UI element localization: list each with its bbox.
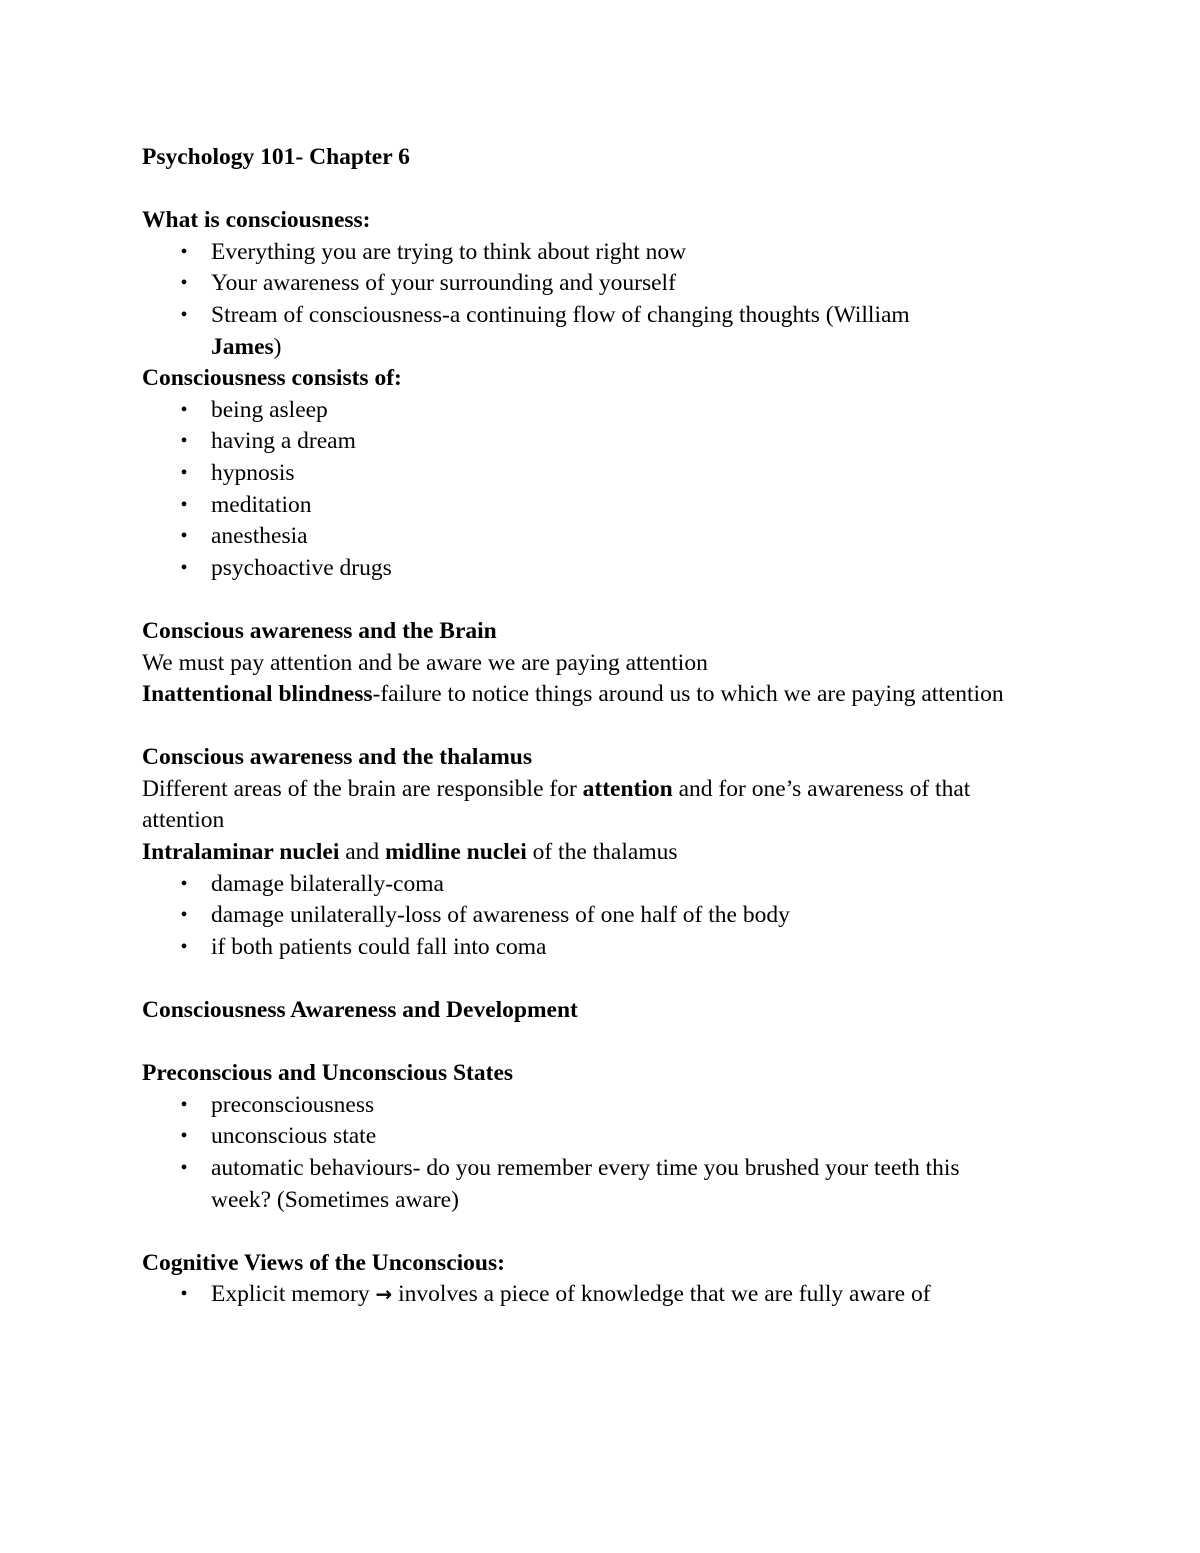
thalamus-text: Different areas of the brain are responsible for attention and for one’s awareness of that attention <box>142 775 971 834</box>
list-item: • Explicit memory → involves a piece of knowledge that we are fully aware of <box>142 1279 1016 1311</box>
blank-line <box>142 174 1052 206</box>
consists-list <box>142 395 1052 585</box>
brain-text: We must pay attention and be aware we are paying attention <box>142 649 708 676</box>
bullet-icon <box>177 932 191 964</box>
list-item: • having a dream <box>142 426 1052 458</box>
bullet-icon <box>177 1090 191 1122</box>
document-body <box>142 142 1052 1311</box>
section-heading-thalamus: Conscious awareness and the thalamus <box>142 744 532 771</box>
bullet-icon <box>177 869 191 901</box>
list-item: • if both patients could fall into coma <box>142 932 1052 964</box>
bullet-icon <box>177 900 191 932</box>
list-item: • damage bilaterally-coma <box>142 869 1052 901</box>
states-list <box>142 1090 1052 1216</box>
list-item: • being asleep <box>142 395 1052 427</box>
section-heading-development: Consciousness Awareness and Development <box>142 997 578 1024</box>
list-item: • Stream of consciousness-a continuing flow of changing thoughts (William James) <box>142 300 1052 363</box>
bullet-icon <box>177 395 191 427</box>
section-heading-cognitive: Cognitive Views of the Unconscious: <box>142 1249 505 1276</box>
list-item: • automatic behaviours- do you remember every time you brushed your teeth this week? (Sometimes aware) <box>142 1153 1016 1216</box>
list-item: • meditation <box>142 490 1052 522</box>
section-heading-states: Preconscious and Unconscious States <box>142 1060 514 1087</box>
list-item: • Everything you are trying to think about right now <box>142 237 1052 269</box>
thalamus-nuclei-text: Intralaminar nuclei and midline nuclei of the thalamus <box>142 839 678 866</box>
bullet-icon <box>177 1279 191 1311</box>
list-item: • preconsciousness <box>142 1090 1052 1122</box>
blank-line <box>142 1216 1052 1248</box>
bullet-icon <box>177 553 191 585</box>
list-item: • anesthesia <box>142 521 1052 553</box>
bullet-icon <box>177 237 191 269</box>
list-item: • Your awareness of your surrounding and yourself <box>142 268 1052 300</box>
list-item: • hypnosis <box>142 458 1052 490</box>
right-arrow-icon: → <box>375 1282 393 1307</box>
bullet-icon <box>177 268 191 300</box>
bullet-icon <box>177 300 191 332</box>
blank-line <box>142 711 1052 743</box>
list-item: • psychoactive drugs <box>142 553 1052 585</box>
blank-line <box>142 584 1052 616</box>
bullet-icon <box>177 521 191 553</box>
list-item: • unconscious state <box>142 1121 1052 1153</box>
blank-line <box>142 963 1052 995</box>
section-heading-what-is: What is consciousness: <box>142 207 371 234</box>
bullet-icon <box>177 458 191 490</box>
list-item: • damage unilaterally-loss of awareness of one half of the body <box>142 900 1052 932</box>
cognitive-list <box>142 1279 1052 1311</box>
document-title: Psychology 101- Chapter 6 <box>142 144 410 170</box>
blank-line <box>142 1027 1052 1059</box>
what-is-list <box>142 237 1052 363</box>
bullet-icon <box>177 426 191 458</box>
thalamus-list <box>142 869 1052 964</box>
bullet-icon <box>177 1153 191 1185</box>
section-heading-consists: Consciousness consists of: <box>142 365 402 392</box>
section-heading-brain: Conscious awareness and the Brain <box>142 617 497 644</box>
bullet-icon <box>177 1121 191 1153</box>
bullet-icon <box>177 490 191 522</box>
inattentional-blindness-definition: Inattentional blindness-failure to notice things around us to which we are paying attention <box>142 681 1004 708</box>
